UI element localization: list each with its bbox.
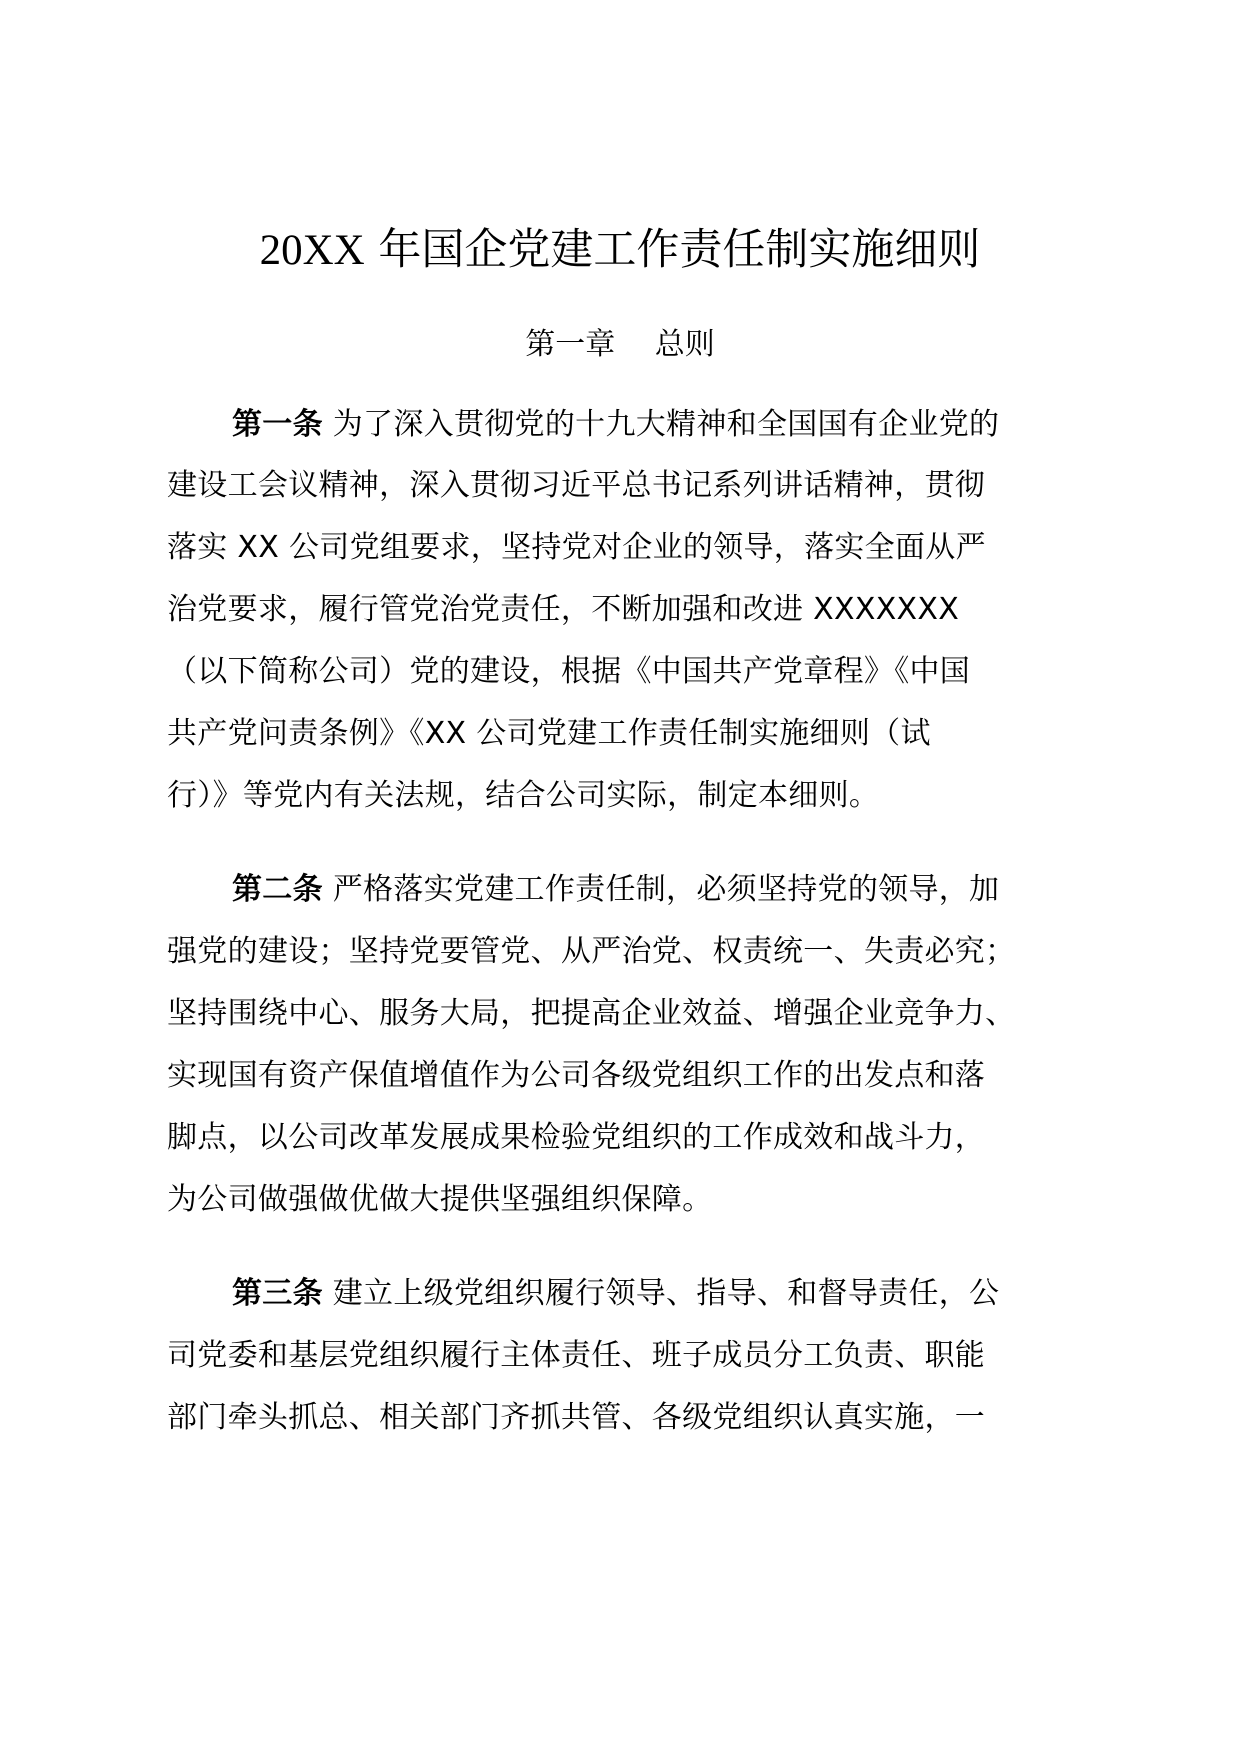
article-2-line-3: 坚持围绕中心、服务大局，把提高企业效益、增强企业竞争力、 (167, 996, 1016, 1031)
article-3-line-1 (232, 1274, 999, 1314)
document-title (0, 222, 1240, 279)
article-text: 为了深入贯彻党的十九大精神和全国国有企业党的 (322, 407, 1000, 442)
title-text: 年国企党建工作责任制实施细则 (364, 225, 981, 275)
article-label: 第一条 (232, 407, 323, 442)
article-1-line-1 (232, 405, 999, 445)
article-label: 第二条 (232, 872, 323, 907)
article-text: 建立上级党组织履行领导、指导、和督导责任，公 (322, 1276, 1000, 1311)
article-2-line-1 (232, 870, 999, 910)
article-text: 严格落实党建工作责任制，必须坚持党的领导，加 (322, 872, 1000, 907)
title-year: 20XX (259, 227, 365, 274)
article-1-line-5: （以下简称公司）党的建设，根据《中国共产党章程》《中国 (167, 654, 971, 689)
article-2-line-4: 实现国有资产保值增值作为公司各级党组织工作的出发点和落 (167, 1058, 986, 1093)
article-label: 第三条 (232, 1276, 323, 1311)
article-3-line-2: 司党委和基层党组织履行主体责任、班子成员分工负责、职能 (167, 1338, 986, 1373)
article-3-line-3: 部门牵头抓总、相关部门齐抓共管、各级党组织认真实施，一 (167, 1400, 986, 1435)
article-1-line-4: 治党要求，履行管党治党责任，不断加强和改进 XXXXXXX (167, 592, 960, 627)
article-1-line-7: 行）》等党内有关法规，结合公司实际，制定本细则。 (167, 778, 880, 813)
article-1-line-6: 共产党问责条例》《XX 公司党建工作责任制实施细则（试 (167, 716, 931, 751)
article-2-line-6: 为公司做强做优做大提供坚强组织保障。 (167, 1182, 713, 1217)
article-2-line-2: 强党的建设；坚持党要管党、从严治党、权责统一、失责必究； (167, 934, 1016, 969)
article-1-line-2: 建设工会议精神，深入贯彻习近平总书记系列讲话精神，贯彻 (167, 468, 986, 503)
article-1-line-3: 落实 XX 公司党组要求，坚持党对企业的领导，落实全面从严 (167, 530, 986, 565)
chapter-heading: 第一章 总则 (525, 327, 715, 362)
article-2-line-5: 脚点，以公司改革发展成果检验党组织的工作成效和战斗力， (167, 1120, 986, 1155)
